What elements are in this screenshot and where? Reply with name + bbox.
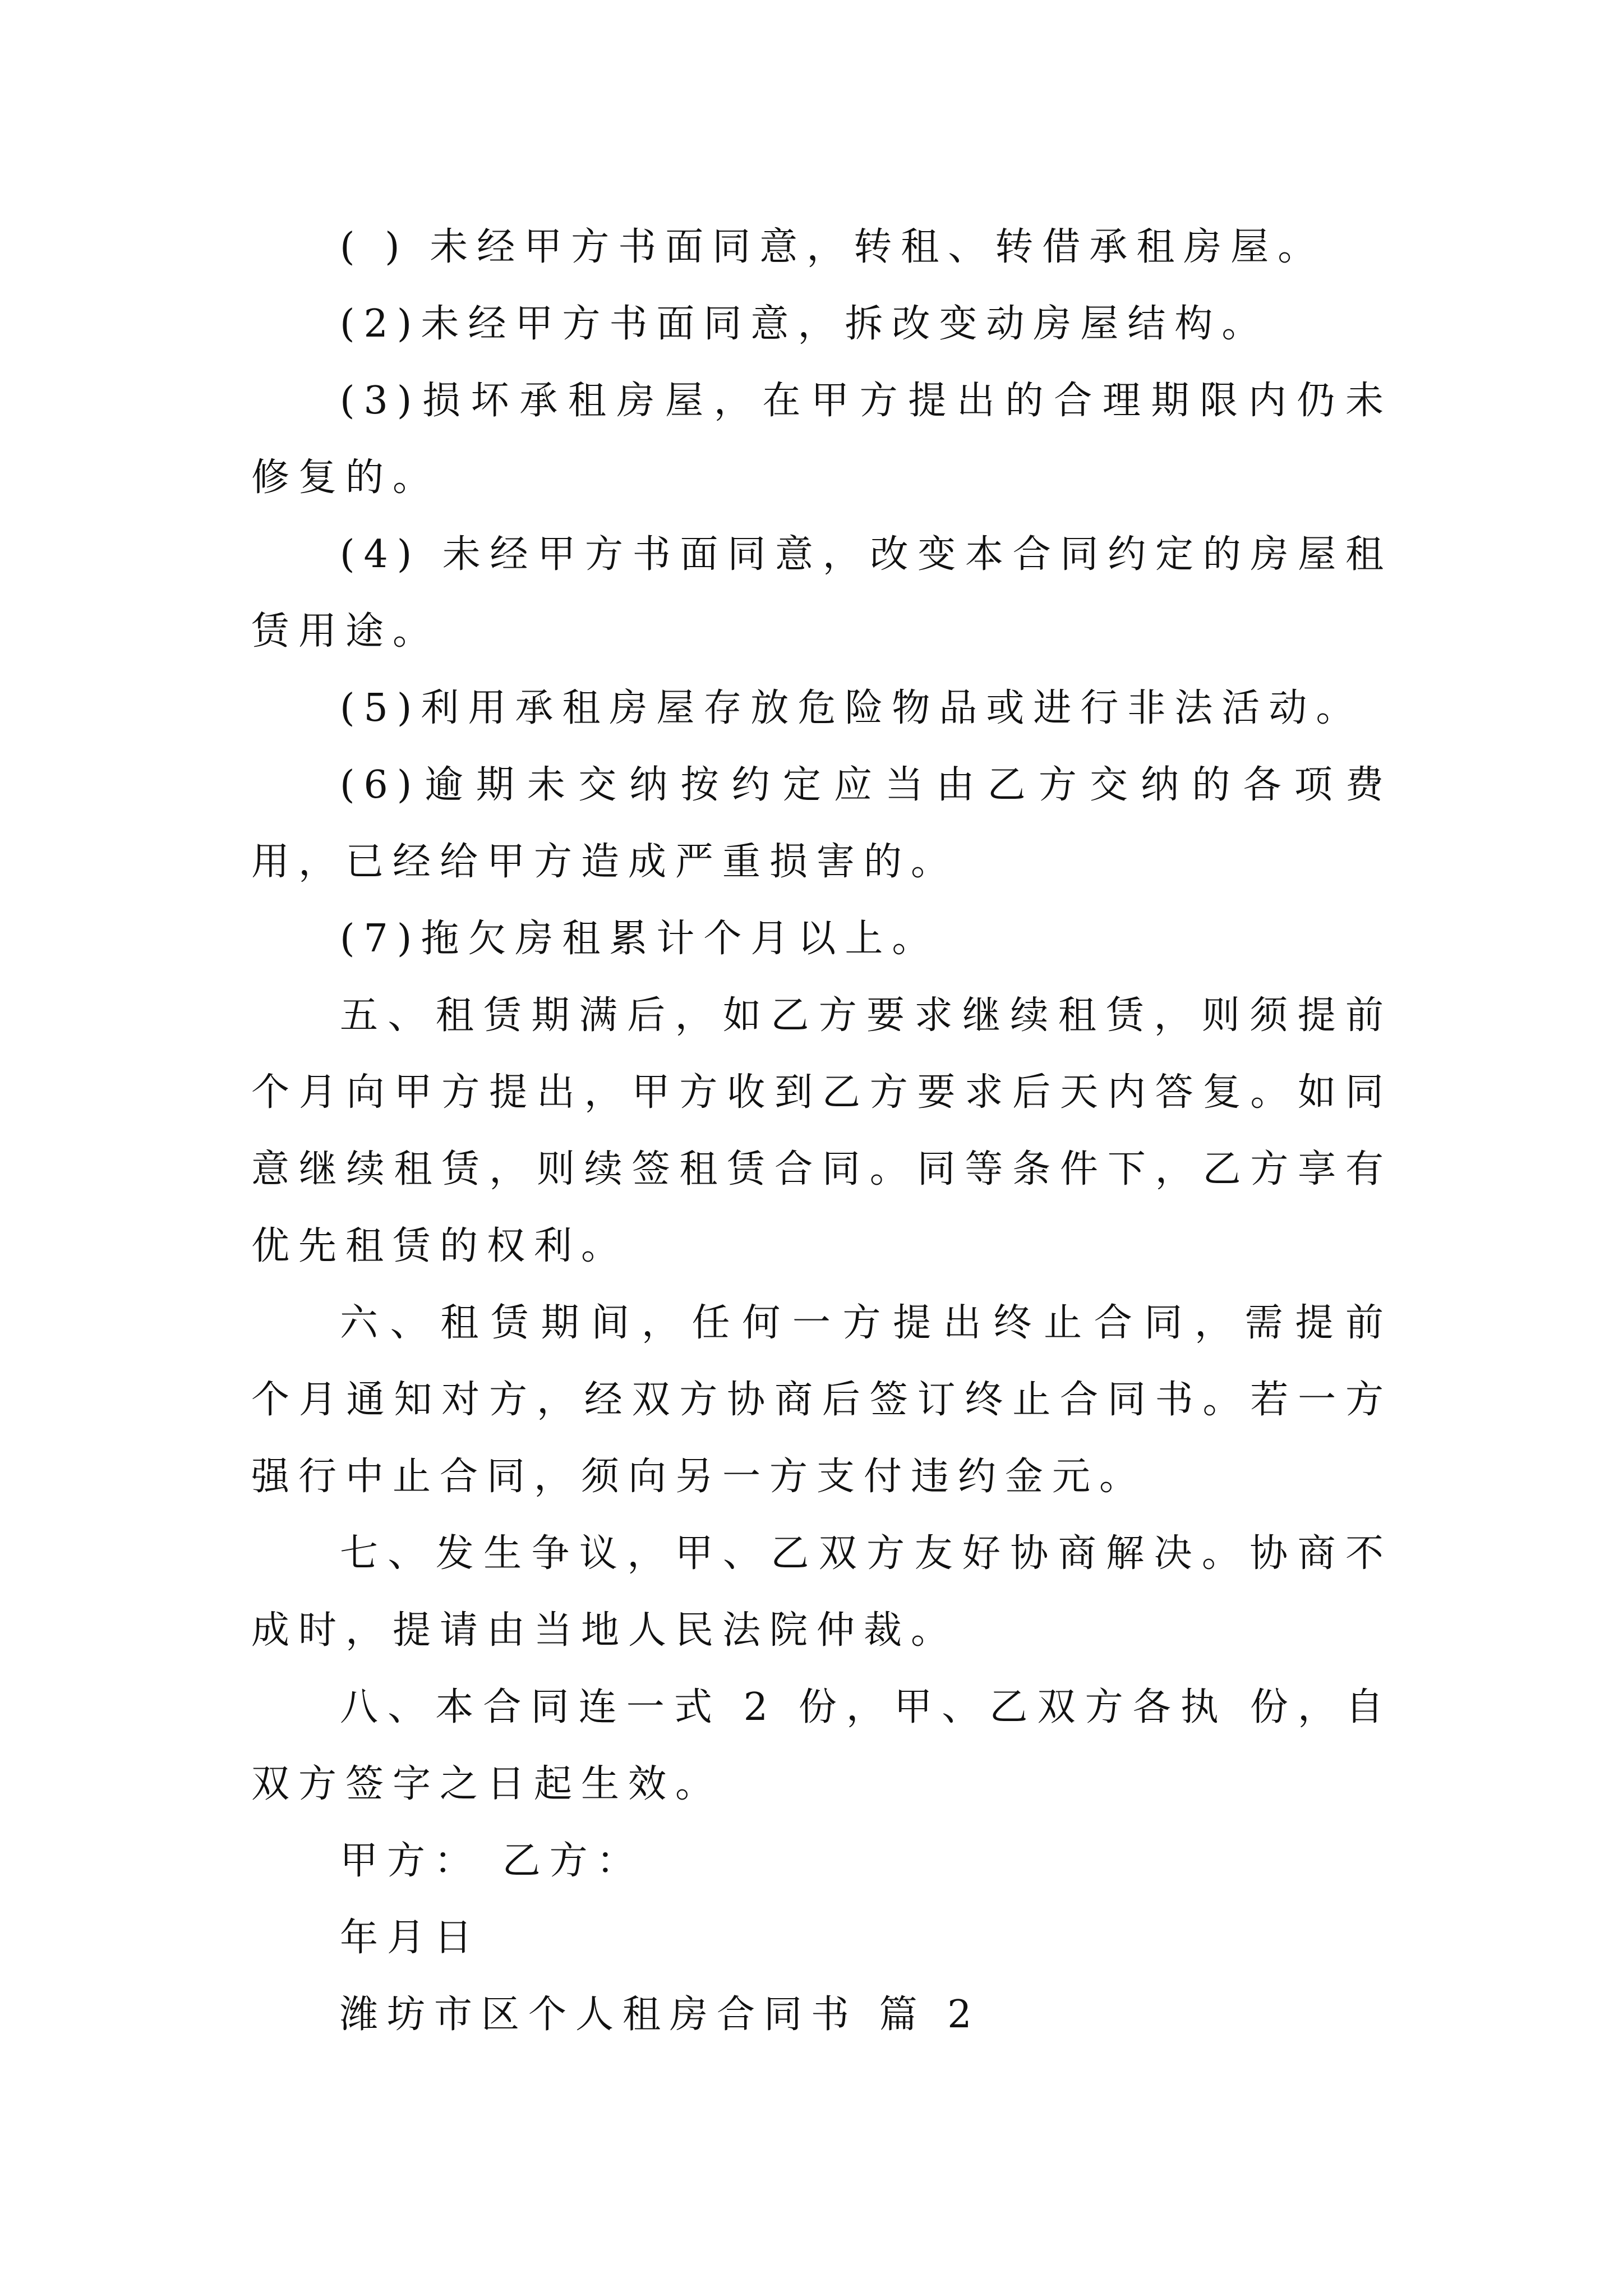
- paragraph-clause-4: (4) 未经甲方书面同意，改变本合同约定的房屋租赁用途。: [251, 532, 1393, 654]
- paragraph-clause-5: (5)利用承租房屋存放危险物品或进行非法活动。: [340, 686, 1363, 730]
- next-article-title: 潍坊市区个人租房合同书 篇 2: [340, 1993, 981, 2037]
- paragraph-section-8: 八、本合同连一式 2 份，甲、乙双方各执 份，自双方签字之日起生效。: [251, 1685, 1393, 1806]
- paragraph-section-7: 七、发生争议，甲、乙双方友好协商解决。协商不成时，提请由当地人民法院仲裁。: [251, 1531, 1393, 1653]
- paragraph-section-5: 五、租赁期满后，如乙方要求继续租赁，则须提前 个月向甲方提出，甲方收到乙方要求后天内答复。如同意继续租赁，则续签租赁合同。同等条件下，乙方享有优先租赁的权利。: [251, 993, 1393, 1268]
- paragraph-clause-7: (7)拖欠房租累计个月以上。: [340, 917, 939, 961]
- signature-parties: 甲方： 乙方：: [340, 1839, 644, 1883]
- paragraph-clause-6: (6)逾期未交纳按约定应当由乙方交纳的各项费用，已经给甲方造成严重损害的。: [251, 763, 1393, 884]
- paragraph-clause-3: (3)损坏承租房屋，在甲方提出的合理期限内仍未修复的。: [251, 379, 1393, 500]
- signature-date: 年月日: [340, 1916, 482, 1960]
- paragraph-section-6: 六、租赁期间，任何一方提出终止合同，需提前 个月通知对方，经双方协商后签订终止合同书。若一方强行中止合同，须向另一方支付违约金元。: [251, 1301, 1393, 1499]
- document-body: [251, 209, 1393, 2053]
- paragraph-clause-2: (2)未经甲方书面同意，拆改变动房屋结构。: [340, 302, 1269, 346]
- paragraph-clause-1: ( ) 未经甲方书面同意，转租、转借承租房屋。: [340, 225, 1325, 269]
